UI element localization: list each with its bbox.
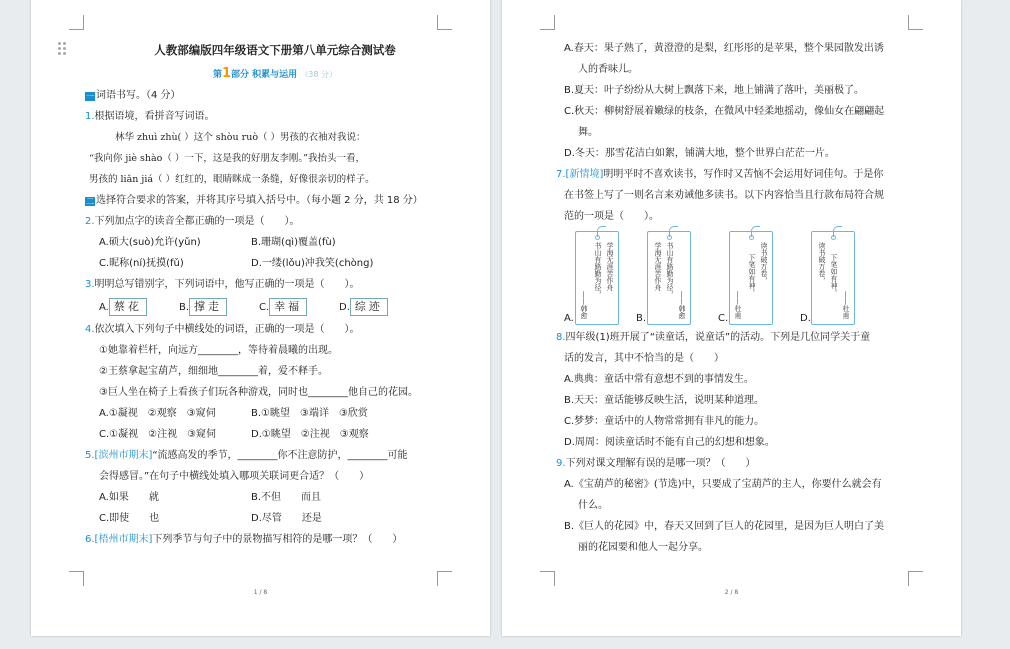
- option-a: A.①凝视 ②观察 ③窥伺: [99, 408, 216, 419]
- part-heading: 第1部分 积累与运用 （38 分）: [212, 66, 338, 81]
- option-a: A. 蔡花: [99, 297, 179, 318]
- question-1: 1.根据语境，看拼音写词语。: [85, 111, 215, 122]
- pinyin-passage-line: 男孩的 liǎn jiá（ ）红红的，眼睛眯成一条缝，好像很亲切的样子。: [89, 174, 375, 185]
- question-4-sentence: ①她靠着栏杆，向远方________，等待着晨曦的出现。: [99, 345, 338, 356]
- pinyin-passage-line: “我向你 jiè shào（ ）一下，这是我的好朋友李刚。”我抬头一看，: [89, 153, 366, 164]
- option-b: B.不但 而且: [251, 492, 322, 503]
- option-c: C.即使 也: [99, 513, 160, 524]
- option-b: B.珊瑚(qì)覆盖(fù): [251, 237, 336, 248]
- crop-mark: [437, 15, 452, 30]
- question-5-continued: 会得感冒。”在句子中横线处填入哪项关联词更合适？（ ）: [99, 471, 370, 482]
- question-7-line: 范的一项是（ ）。: [564, 211, 659, 222]
- page-1-content: [85, 40, 465, 550]
- bookmark-option-c[interactable]: 读书破万卷， 下笔如有神。 ——杜甫: [729, 231, 773, 325]
- question-4-sentence: ③巨人坐在椅子上看孩子们玩各种游戏，同时也________他自己的花园。: [99, 387, 418, 398]
- option-d: D.一缕(lǒu)冲我笑(chòng): [251, 258, 374, 269]
- section-1-heading: 一 词语书写。（4 分）: [86, 90, 181, 101]
- option-d: D.①眺望 ②注视 ③观察: [251, 429, 369, 440]
- source-tag: [梧州市期末]: [94, 534, 153, 545]
- question-8-option-a: A.典典：童话中常有意想不到的事情发生。: [564, 374, 754, 385]
- question-5-options: [85, 487, 465, 508]
- option-c: C.①凝视 ②注视 ③窥伺: [99, 429, 217, 440]
- option-d-label: D.: [800, 313, 811, 324]
- question-5: 5.[滨州市期末]“流感高发的季节，________你不注意防护，________可能: [85, 450, 408, 461]
- section-number-icon: 二: [86, 197, 94, 206]
- question-9: 9.下列对课文理解有误的是哪一项？（ ）: [556, 458, 756, 469]
- page-2: [502, 0, 961, 636]
- option-a: A.如果 就: [99, 492, 159, 503]
- bookmark-option-d[interactable]: 读书破万卷， 下笔如有神。 ——杜甫: [811, 231, 855, 325]
- crop-mark: [908, 571, 923, 586]
- option-d: D.尽管 还是: [251, 513, 322, 524]
- question-6-option-b: B.夏天：叶子纷纷从大树上飘落下来，地上铺满了落叶，美丽极了。: [564, 85, 865, 96]
- source-tag: [新情境]: [565, 169, 604, 180]
- option-d: D. 综迹: [339, 297, 419, 318]
- option-c-label: C.: [718, 313, 729, 324]
- section-2-heading: 二 选择符合要求的答案，并将其序号填入括号中。（每小题 2 分，共 18 分）: [86, 195, 423, 206]
- bookmark-options: [564, 227, 922, 327]
- question-6-option-d: D.冬天：那雪花洁白如絮，铺满大地，整个世界白茫茫一片。: [564, 148, 835, 159]
- page-number: 1 / 8: [253, 589, 268, 596]
- crop-mark: [540, 571, 555, 586]
- question-8-option-d: D.周周：阅读童话时不能有自己的幻想和想象。: [564, 437, 775, 448]
- question-9-option-a-cont: 什么。: [578, 500, 608, 511]
- page-1: [31, 0, 490, 636]
- question-7: 7.[新情境]明明平时不喜欢读书，写作时又苦恼不会运用好词佳句。于是你: [556, 169, 884, 180]
- option-b-label: B.: [636, 313, 647, 324]
- question-2-options: [85, 232, 465, 253]
- question-5-options: [85, 508, 465, 529]
- question-3: 3.明明总写错别字，下列词语中，他写正确的一项是（ ）。: [85, 279, 360, 290]
- question-7-line: 在书签上写了一则名言来劝诫他多读书。以下内容恰当且行款布局符合规: [564, 190, 884, 201]
- option-c: C. 幸福: [259, 297, 339, 318]
- drag-handle-icon[interactable]: [58, 42, 68, 56]
- option-b: B. 撑走: [179, 297, 259, 318]
- question-4-options: [85, 403, 465, 424]
- question-6: 6.[梧州市期末]下列季节与句子中的景物描写相符的是哪一项？（ ）: [85, 534, 403, 545]
- question-4: 4.依次填入下列句子中横线处的词语，正确的一项是（ ）。: [85, 324, 360, 335]
- question-8-option-b: B.天天：童话能够反映生活，说明某种道理。: [564, 395, 765, 406]
- crop-mark: [69, 571, 84, 586]
- question-8-option-c: C.梦梦：童话中的人物常常拥有非凡的能力。: [564, 416, 765, 427]
- question-2-options: [85, 253, 465, 274]
- option-b: B.①眺望 ③端详 ③欣赏: [251, 408, 368, 419]
- question-8: 8.四年级(1)班开展了“读童话，说童话”的活动。下列是几位同学关于童: [556, 332, 871, 343]
- question-6-option-a-cont: 人的香味儿。: [578, 64, 638, 75]
- question-8-line: 话的发言，其中不恰当的是（ ）: [564, 353, 724, 364]
- crop-mark: [69, 15, 84, 30]
- question-9-option-b: B.《巨人的花园》中，春天又回到了巨人的花园里，是因为巨人明白了美: [564, 521, 885, 532]
- page-2-content: [556, 38, 922, 558]
- question-6-option-c-cont: 舞。: [578, 127, 598, 138]
- question-9-option-a: A.《宝葫芦的秘密》(节选)中，只要成了宝葫芦的主人，你要什么就会有: [564, 479, 882, 490]
- question-3-options: [85, 295, 465, 319]
- pinyin-passage-line: 林华 zhuì zhù( ）这个 shòu ruò（ ）男孩的衣袖对我说：: [115, 132, 366, 143]
- bookmark-option-b[interactable]: 学海无涯苦作舟 书山有路勤为径， ——韩愈: [647, 231, 691, 325]
- option-c: C.昵称(ní)抚摸(fǔ): [99, 258, 184, 269]
- question-6-option-a: A.春天：果子熟了，黄澄澄的是梨，红彤彤的是苹果，整个果园散发出诱: [564, 43, 884, 54]
- question-2: 2.下列加点字的读音全都正确的一项是（ ）。: [85, 216, 300, 227]
- option-a: A.硕大(suò)允许(yǔn): [99, 237, 201, 248]
- question-4-options: [85, 424, 465, 445]
- question-9-option-b-cont: 丽的花园要和他人一起分享。: [578, 542, 708, 553]
- option-a-label: A.: [564, 313, 574, 324]
- bookmark-option-a[interactable]: 学海无涯苦作舟 书山有路勤为径， ——韩愈: [575, 231, 619, 325]
- section-number-icon: 一: [86, 92, 94, 101]
- doc-title: 人教部编版四年级语文下册第八单元综合测试卷: [154, 43, 396, 57]
- question-4-sentence: ②王蔡拿起宝葫芦，细细地________着，爱不释手。: [99, 366, 328, 377]
- crop-mark: [908, 15, 923, 30]
- crop-mark: [540, 15, 555, 30]
- source-tag: [滨州市期末]: [94, 450, 153, 461]
- question-6-option-c: C.秋天：柳树舒展着嫩绿的枝条，在微风中轻柔地摇动，像仙女在翩翩起: [564, 106, 885, 117]
- crop-mark: [437, 571, 452, 586]
- page-number: 2 / 8: [724, 589, 739, 596]
